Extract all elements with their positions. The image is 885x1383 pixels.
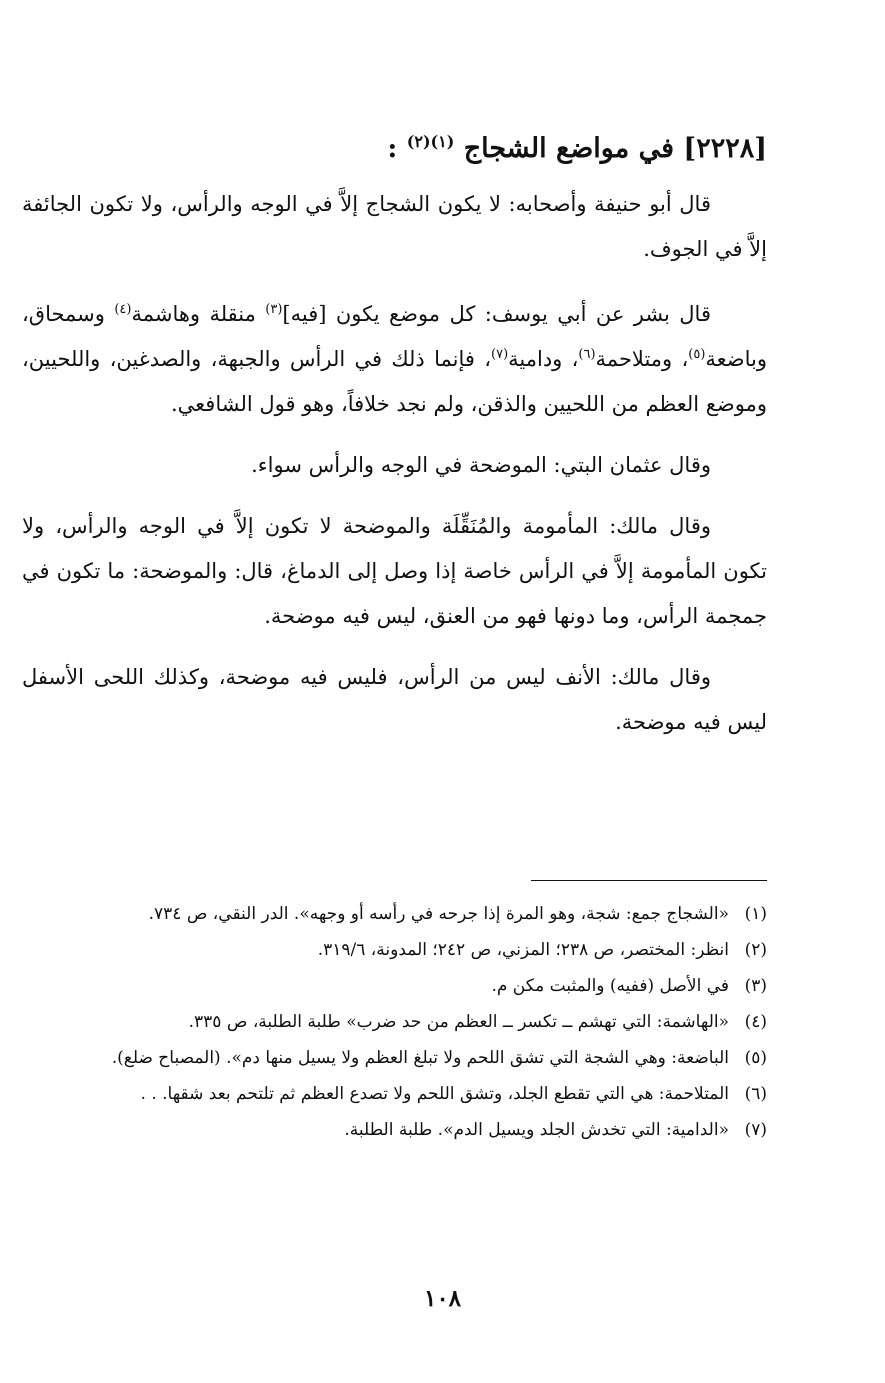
paragraph-5 xyxy=(22,655,767,745)
footnote-text: «الدامية: التي تخدش الجلد ويسيل الدم». طلبة الطلبة. xyxy=(344,1120,729,1140)
footnote-2 xyxy=(22,934,767,966)
footnote-number: (٦) xyxy=(744,1084,767,1104)
footnote-ref-6: (٦) xyxy=(578,347,596,362)
section-number: [٢٢٢٨] xyxy=(683,133,767,164)
heading-footnote-refs: (١)(٢) xyxy=(406,132,455,151)
footnote-ref-4: (٤) xyxy=(114,302,132,317)
paragraph-1 xyxy=(22,182,767,272)
main-text xyxy=(22,182,767,745)
paragraph-3-text: وقال عثمان البتي: الموضحة في الوجه والرأس سواء. xyxy=(251,453,711,477)
footnote-4 xyxy=(22,1006,767,1038)
footnote-1 xyxy=(22,898,767,930)
footnote-text: المتلاحمة: هي التي تقطع الجلد، وتشق اللحم ولا تصدع العظم ثم تلتحم بعد شقها. . . xyxy=(140,1084,729,1104)
footnote-ref-7: (٧) xyxy=(491,347,509,362)
page-number: ١٠٨ xyxy=(423,1285,462,1312)
paragraph-2-part-e: ، ودامية xyxy=(508,347,579,371)
footnotes xyxy=(22,898,767,1150)
paragraph-2-part-f: ، فإنما ذلك في الرأس والجبهة، والصدغين، واللحيين، وموضع العظم من اللحيين والذقن، ولم نجد خلافاً، وهو قول الشافعي. xyxy=(22,347,767,416)
footnote-number: (٧) xyxy=(744,1120,767,1140)
footnote-text: «الشجاج جمع: شجة، وهو المرة إذا جرحه في رأسه أو وجهه». الدر النقي، ص ٧٣٤. xyxy=(148,904,729,924)
footnote-number: (٥) xyxy=(744,1048,767,1068)
paragraph-2-part-a: قال بشر عن أبي يوسف: كل موضع يكون [فيه] xyxy=(282,302,711,326)
footnote-ref-5: (٥) xyxy=(688,347,706,362)
paragraph-2-part-c: وسمحاق، وباضعة xyxy=(22,302,768,371)
footnote-text: في الأصل (ففيه) والمثبت مكن م. xyxy=(491,976,729,996)
paragraph-2-part-b: منقلة وهاشمة xyxy=(131,302,266,326)
footnote-text: «الهاشمة: التي تهشم ــ تكسر ــ العظم من حد ضرب» طلبة الطلبة، ص ٣٣٥. xyxy=(188,1012,729,1032)
heading-colon: : xyxy=(387,133,398,164)
footnote-6 xyxy=(22,1078,767,1110)
footnote-3 xyxy=(22,970,767,1002)
footnote-7 xyxy=(22,1114,767,1146)
footnote-number: (١) xyxy=(744,904,767,924)
section-title: في مواضع الشجاج xyxy=(463,133,675,164)
paragraph-4 xyxy=(22,504,767,639)
paragraph-1-text: قال أبو حنيفة وأصحابه: لا يكون الشجاج إلاَّ في الوجه والرأس، ولا تكون الجائفة إلاَّ في الجوف. xyxy=(22,192,767,261)
footnote-text: الباضعة: وهي الشجة التي تشق اللحم ولا تبلغ العظم ولا يسيل منها دم». (المصباح ضلع). xyxy=(111,1048,729,1068)
footnote-ref-3: (٣) xyxy=(265,302,283,317)
paragraph-2-part-d: ، ومتلاحمة xyxy=(595,347,689,371)
section-heading xyxy=(67,122,767,169)
footnote-number: (٢) xyxy=(744,940,767,960)
paragraph-2 xyxy=(22,292,767,427)
footnote-separator xyxy=(531,880,767,881)
footnote-text: انظر: المختصر، ص ٢٣٨؛ المزني، ص ٢٤٢؛ المدونة، ٣١٩/٦. xyxy=(317,940,729,960)
paragraph-4-text: وقال مالك: المأمومة والمُنَقِّلَة والموضحة لا تكون إلاَّ في الوجه والرأس، ولا تكون المأمومة إلاَّ في الرأس خاصة إذا وصل إلى الدماغ، قال: والموضحة: ما تكون في جمجمة الرأس، وما دونها فهو من العنق، ليس فيه موضحة. xyxy=(22,514,767,628)
footnote-number: (٣) xyxy=(744,976,767,996)
paragraph-5-text: وقال مالك: الأنف ليس من الرأس، فليس فيه موضحة، وكذلك اللحى الأسفل ليس فيه موضحة. xyxy=(22,665,767,734)
footnote-5 xyxy=(22,1042,767,1074)
paragraph-3 xyxy=(22,443,767,488)
footnote-number: (٤) xyxy=(744,1012,767,1032)
